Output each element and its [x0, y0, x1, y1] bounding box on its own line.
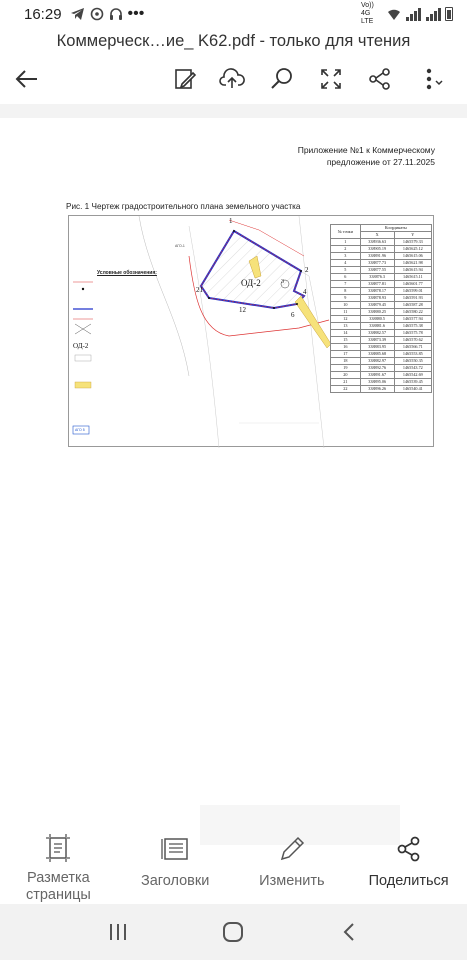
telegram-icon [70, 7, 85, 21]
y-coordinate-cell: 1465570.62 [394, 337, 431, 344]
status-bar [0, 0, 467, 28]
back-arrow-icon [15, 69, 39, 89]
x-coordinate-cell: 338936.63 [360, 239, 394, 246]
x-coordinate-cell: 338891.96 [360, 253, 394, 260]
x-coordinate-cell: 338885.68 [360, 351, 394, 358]
document-title: Коммерческ…ие_ K62.pdf - только для чтения [56, 32, 411, 50]
x-coordinate-cell: 338896.26 [360, 386, 394, 393]
table-row [331, 337, 432, 344]
sync-icon [90, 7, 104, 21]
table-header-x: X [360, 232, 394, 239]
legend-title: Условные обозначения: [97, 270, 157, 276]
point-label: 12 [239, 306, 246, 314]
point-number-cell: 2 [331, 246, 361, 253]
more-button[interactable] [414, 62, 448, 96]
table-header-point: № точки [331, 225, 361, 239]
table-row [331, 309, 432, 316]
headings-icon [161, 836, 189, 862]
table-row [331, 351, 432, 358]
point-number-cell: 14 [331, 330, 361, 337]
point-number-cell: 15 [331, 337, 361, 344]
table-row [331, 365, 432, 372]
table-row [331, 288, 432, 295]
table-row [331, 330, 432, 337]
system-indicators [361, 2, 453, 26]
table-row [331, 358, 432, 365]
page-markup-icon [45, 833, 71, 863]
table-row [331, 274, 432, 281]
toolbar [0, 58, 467, 100]
page-gap [0, 104, 467, 118]
table-row [331, 260, 432, 267]
point-number-cell: 8 [331, 288, 361, 295]
page-markup-label: Разметка страницы [25, 870, 91, 903]
y-coordinate-cell: 1465615.06 [394, 253, 431, 260]
point-number-cell: 21 [331, 379, 361, 386]
point-number-cell: 1 [331, 239, 361, 246]
y-coordinate-cell: 1465580.22 [394, 309, 431, 316]
table-row [331, 302, 432, 309]
x-coordinate-cell: 338891.67 [360, 372, 394, 379]
search-icon [270, 67, 294, 91]
edit-button[interactable] [168, 62, 202, 96]
point-number-cell: 6 [331, 274, 361, 281]
point-label: 21 [196, 286, 203, 294]
x-coordinate-cell: 338882.57 [360, 330, 394, 337]
bottom-action-bar [0, 824, 467, 904]
x-coordinate-cell: 338876.3 [360, 274, 394, 281]
site-plan-drawing [68, 215, 434, 447]
x-coordinate-cell: 338877.55 [360, 267, 394, 274]
appendix-line-1: Приложение №1 к Коммерческому [297, 145, 435, 155]
y-coordinate-cell: 1465540.41 [394, 386, 431, 393]
table-row [331, 267, 432, 274]
point-number-cell: 19 [331, 365, 361, 372]
x-coordinate-cell: 338873.39 [360, 337, 394, 344]
appendix-header [298, 144, 435, 168]
table-header-y: Y [394, 232, 431, 239]
point-number-cell: 12 [331, 316, 361, 323]
point-number-cell: 10 [331, 302, 361, 309]
point-label: 6 [291, 311, 295, 319]
signal-icon [405, 8, 421, 21]
edit-label: Изменить [259, 873, 325, 889]
share-toolbar-button[interactable] [363, 62, 397, 96]
y-coordinate-cell: 1465575.38 [394, 323, 431, 330]
point-number-cell: 5 [331, 267, 361, 274]
table-row [331, 323, 432, 330]
x-coordinate-cell: 338892.76 [360, 365, 394, 372]
y-coordinate-cell: 1465575.78 [394, 330, 431, 337]
legend-zone-label: ОД-2 [73, 342, 89, 350]
table-row [331, 344, 432, 351]
fullscreen-button[interactable] [314, 62, 348, 96]
point-number-cell: 20 [331, 372, 361, 379]
recent-apps-button[interactable] [98, 912, 138, 952]
more-notifications-icon: ••• [127, 5, 145, 22]
search-button[interactable] [265, 62, 299, 96]
ago-legend-label: АГО 5 [75, 428, 85, 432]
point-number-cell: 18 [331, 358, 361, 365]
y-coordinate-cell: 1465587.28 [394, 302, 431, 309]
share-nav-button[interactable] [350, 824, 467, 904]
y-coordinate-cell: 1465615.94 [394, 267, 431, 274]
point-number-cell: 16 [331, 344, 361, 351]
table-row [331, 295, 432, 302]
pencil-icon [279, 836, 305, 862]
y-coordinate-cell: 1465543.72 [394, 365, 431, 372]
ago-label: АГО-1 [175, 244, 185, 248]
y-coordinate-cell: 1465599.01 [394, 288, 431, 295]
headings-label: Заголовки [140, 873, 210, 889]
y-coordinate-cell: 1465601.77 [394, 281, 431, 288]
zone-label: ОД-2 [241, 278, 261, 288]
y-coordinate-cell: 1465621.98 [394, 260, 431, 267]
point-number-cell: 11 [331, 309, 361, 316]
point-label: 1 [229, 217, 233, 225]
edit-pen-icon [173, 67, 197, 91]
x-coordinate-cell: 338877.73 [360, 260, 394, 267]
x-coordinate-cell: 338895.06 [360, 379, 394, 386]
battery-icon [445, 7, 453, 21]
x-coordinate-cell: 338879.45 [360, 302, 394, 309]
home-icon [222, 921, 244, 943]
x-coordinate-cell: 338882.97 [360, 358, 394, 365]
clock: 16:29 [24, 5, 62, 23]
table-row [331, 253, 432, 260]
coordinates-table [330, 224, 432, 393]
y-coordinate-cell: 1465566.71 [394, 344, 431, 351]
y-coordinate-cell: 1465579.33 [394, 239, 431, 246]
x-coordinate-cell: 338880.25 [360, 309, 394, 316]
point-number-cell: 17 [331, 351, 361, 358]
point-label: 4 [303, 288, 307, 296]
table-row [331, 246, 432, 253]
table-row [331, 386, 432, 393]
point-label: 3 [281, 279, 284, 285]
point-number-cell: 22 [331, 386, 361, 393]
y-coordinate-cell: 1465625.12 [394, 246, 431, 253]
y-coordinate-cell: 1465539.45 [394, 379, 431, 386]
y-coordinate-cell: 1465553.85 [394, 351, 431, 358]
x-coordinate-cell: 338878.17 [360, 288, 394, 295]
table-header-coords: Координаты [360, 225, 431, 232]
y-coordinate-cell: 1465577.94 [394, 316, 431, 323]
upload-button[interactable] [215, 62, 249, 96]
headset-icon [109, 7, 123, 21]
table-row [331, 281, 432, 288]
point-number-cell: 4 [331, 260, 361, 267]
table-row [331, 239, 432, 246]
pdf-page[interactable] [22, 120, 445, 780]
network-label: Vo)) 4G LTE [361, 2, 374, 25]
home-button[interactable] [213, 912, 253, 952]
table-row [331, 316, 432, 323]
page-markup-button[interactable] [0, 824, 117, 904]
y-coordinate-cell: 1465542.69 [394, 372, 431, 379]
x-coordinate-cell: 338883.95 [360, 344, 394, 351]
y-coordinate-cell: 1465591.93 [394, 295, 431, 302]
notification-icons [70, 7, 145, 21]
point-number-cell: 7 [331, 281, 361, 288]
headings-button[interactable] [117, 824, 234, 904]
point-number-cell: 13 [331, 323, 361, 330]
appendix-line-2: предложение от 27.11.2025 [326, 157, 435, 167]
point-label: 2 [305, 266, 309, 274]
point-number-cell: 9 [331, 295, 361, 302]
x-coordinate-cell: 338880.5 [360, 316, 394, 323]
fullscreen-icon [320, 68, 342, 90]
x-coordinate-cell: 338881.6 [360, 323, 394, 330]
x-coordinate-cell: 338905.19 [360, 246, 394, 253]
share-icon [396, 836, 422, 862]
table-row [331, 372, 432, 379]
back-button[interactable] [10, 62, 44, 96]
chevron-left-icon [342, 922, 356, 942]
share-icon [369, 68, 391, 90]
share-label: Поделиться [368, 873, 449, 889]
x-coordinate-cell: 338877.81 [360, 281, 394, 288]
table-row [331, 379, 432, 386]
y-coordinate-cell: 1465615.11 [394, 274, 431, 281]
table-body [331, 239, 432, 393]
system-back-button[interactable] [329, 912, 369, 952]
point-number-cell: 3 [331, 253, 361, 260]
signal-icon-2 [425, 8, 441, 21]
recent-apps-icon [108, 923, 128, 941]
y-coordinate-cell: 1465550.35 [394, 358, 431, 365]
system-navigation-bar [0, 904, 467, 960]
upload-cloud-icon [219, 68, 245, 90]
more-vert-icon [419, 67, 443, 91]
figure-caption: Рис. 1 Чертеж градостроительного плана земельного участка [66, 202, 301, 211]
wifi-icon [387, 8, 401, 21]
edit-nav-button[interactable] [234, 824, 351, 904]
x-coordinate-cell: 338878.93 [360, 295, 394, 302]
